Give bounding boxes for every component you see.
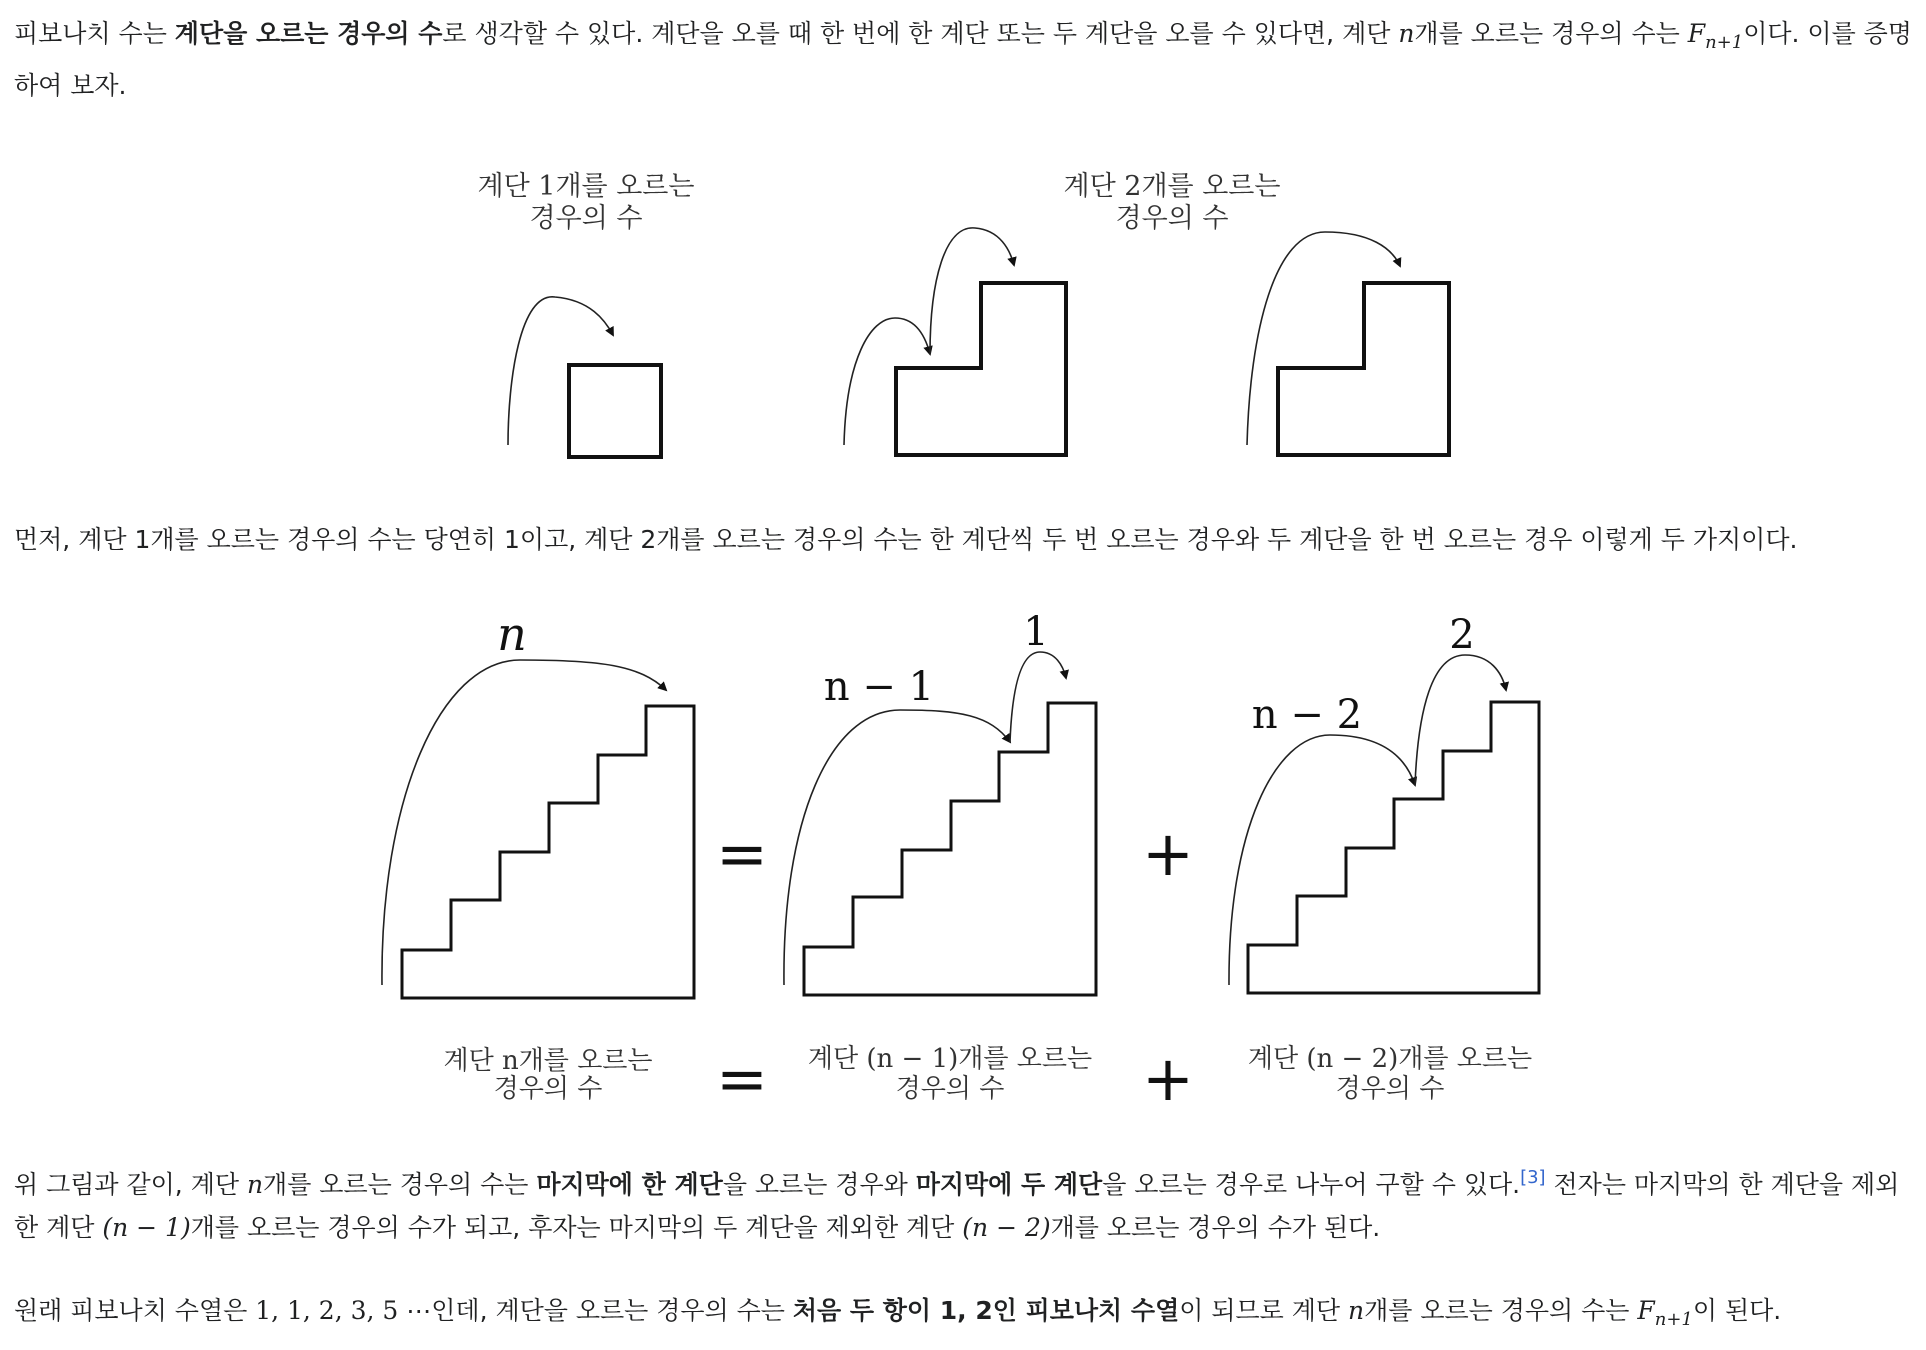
text-span: 원래 피보나치 수열은 xyxy=(14,1296,256,1325)
two-step-shape-a xyxy=(896,283,1066,455)
caption-two-steps-line1: 계단 2개를 오르는 xyxy=(1063,171,1281,202)
label-n: n xyxy=(497,607,527,661)
math-F: F xyxy=(1637,1296,1655,1325)
caption-n-line2: 경우의 수 xyxy=(493,1074,603,1104)
text-span: 을 오르는 경우와 xyxy=(722,1170,916,1199)
staircase-n-minus-1 xyxy=(804,703,1096,995)
caption-one-step-line2: 경우의 수 xyxy=(529,203,643,234)
caption-plus-sign: + xyxy=(1142,1042,1194,1115)
label-2: 2 xyxy=(1449,612,1475,658)
math-subscript: n+1 xyxy=(1705,32,1744,53)
single-step-shape xyxy=(569,365,661,457)
plus-sign: + xyxy=(1142,817,1194,890)
math-n: n xyxy=(1398,19,1415,48)
math-subscript: n+1 xyxy=(1654,1309,1693,1330)
caption-equals-sign: = xyxy=(716,1042,768,1115)
arrow-two-steps xyxy=(1415,655,1506,785)
text-span: 피보나치 수는 xyxy=(14,19,175,48)
caption-n-minus-1-line1: 계단 (n − 1)개를 오르는 xyxy=(807,1044,1093,1074)
caption-n-minus-1-line2: 경우의 수 xyxy=(895,1074,1005,1104)
text-span: 로 생각할 수 있다. 계단을 오를 때 한 번에 한 계단 또는 두 계단을 오를 수 있다면, 계단 xyxy=(442,19,1399,48)
text-span: 개를 오르는 경우의 수가 되고, 후자는 마지막의 두 계단을 제외한 계단 xyxy=(190,1213,963,1242)
text-span: 위 그림과 같이, 계단 xyxy=(14,1170,247,1199)
text-span: 인데, 계단을 오르는 경우의 수는 xyxy=(431,1296,793,1325)
math-F: F xyxy=(1687,19,1706,48)
label-n-minus-1: n − 1 xyxy=(823,664,935,710)
arrow-n-minus-1 xyxy=(784,710,1010,985)
text-span: 개를 오르는 경우의 수는 xyxy=(1364,1296,1638,1325)
text-span: 개를 오르는 경우의 수는 xyxy=(1414,19,1688,48)
one-step-arrow xyxy=(508,297,613,445)
math-n: n xyxy=(1347,1296,1365,1325)
caption-n-minus-2-line1: 계단 (n − 2)개를 오르는 xyxy=(1247,1044,1533,1074)
bold-text: 계단을 오르는 경우의 수 xyxy=(174,19,443,48)
bold-text: 처음 두 항이 1, 2인 피보나치 수열 xyxy=(792,1296,1180,1325)
text-span: 을 오르는 경우로 나누어 구할 수 있다. xyxy=(1102,1170,1521,1199)
first-step-arrow xyxy=(844,318,930,445)
math-n-minus-2: (n − 2) xyxy=(962,1213,1051,1242)
caption-n-line1: 계단 n개를 오르는 xyxy=(443,1046,653,1076)
label-n-minus-2: n − 2 xyxy=(1251,692,1363,738)
bold-text: 마지막에 한 계단 xyxy=(536,1170,723,1199)
math-sequence: 1, 1, 2, 3, 5 ⋯ xyxy=(255,1296,432,1325)
second-step-arrow xyxy=(930,228,1014,354)
caption-n-minus-2-line2: 경우의 수 xyxy=(1335,1074,1445,1104)
text-span: 개를 오르는 경우의 수는 xyxy=(263,1170,537,1199)
math-n-minus-1: (n − 1) xyxy=(102,1213,191,1242)
equals-sign: = xyxy=(716,817,768,890)
text-span: 먼저, 계단 1개를 오르는 경우의 수는 당연히 1이고, 계단 2개를 오르는 경우의 수는 한 계단씩 두 번 오르는 경우와 두 계단을 한 번 오르는 경우 이렇게 두 가지이다. xyxy=(14,525,1798,554)
text-span: 이다. 이를 증명하여 보자. xyxy=(14,19,1912,100)
staircase-n xyxy=(402,706,694,998)
double-step-arrow xyxy=(1247,232,1400,445)
text-span: 이 된다. xyxy=(1692,1296,1782,1325)
staircase-n-minus-2 xyxy=(1248,702,1539,993)
two-step-shape-b xyxy=(1278,283,1449,455)
intro-paragraph xyxy=(14,12,1914,107)
label-1: 1 xyxy=(1023,609,1049,655)
reference-link[interactable]: [3] xyxy=(1520,1167,1546,1188)
text-span: 개를 오르는 경우의 수가 된다. xyxy=(1050,1213,1381,1242)
text-span: 이 되므로 계단 xyxy=(1179,1296,1348,1325)
caption-two-steps-line2: 경우의 수 xyxy=(1115,203,1229,234)
text-span: 전자는 마지막의 한 계단을 제외한 계단 xyxy=(14,1170,1900,1242)
caption-one-step-line1: 계단 1개를 오르는 xyxy=(477,171,695,202)
arrow-n-minus-2 xyxy=(1229,735,1415,985)
math-n: n xyxy=(246,1170,264,1199)
arrow-one-step xyxy=(1010,652,1066,742)
base-case-paragraph xyxy=(14,518,1914,561)
arrow-n xyxy=(382,660,666,985)
bold-text: 마지막에 두 계단 xyxy=(915,1170,1103,1199)
recurrence-paragraph xyxy=(14,1156,1914,1249)
conclusion-paragraph xyxy=(14,1289,1914,1341)
